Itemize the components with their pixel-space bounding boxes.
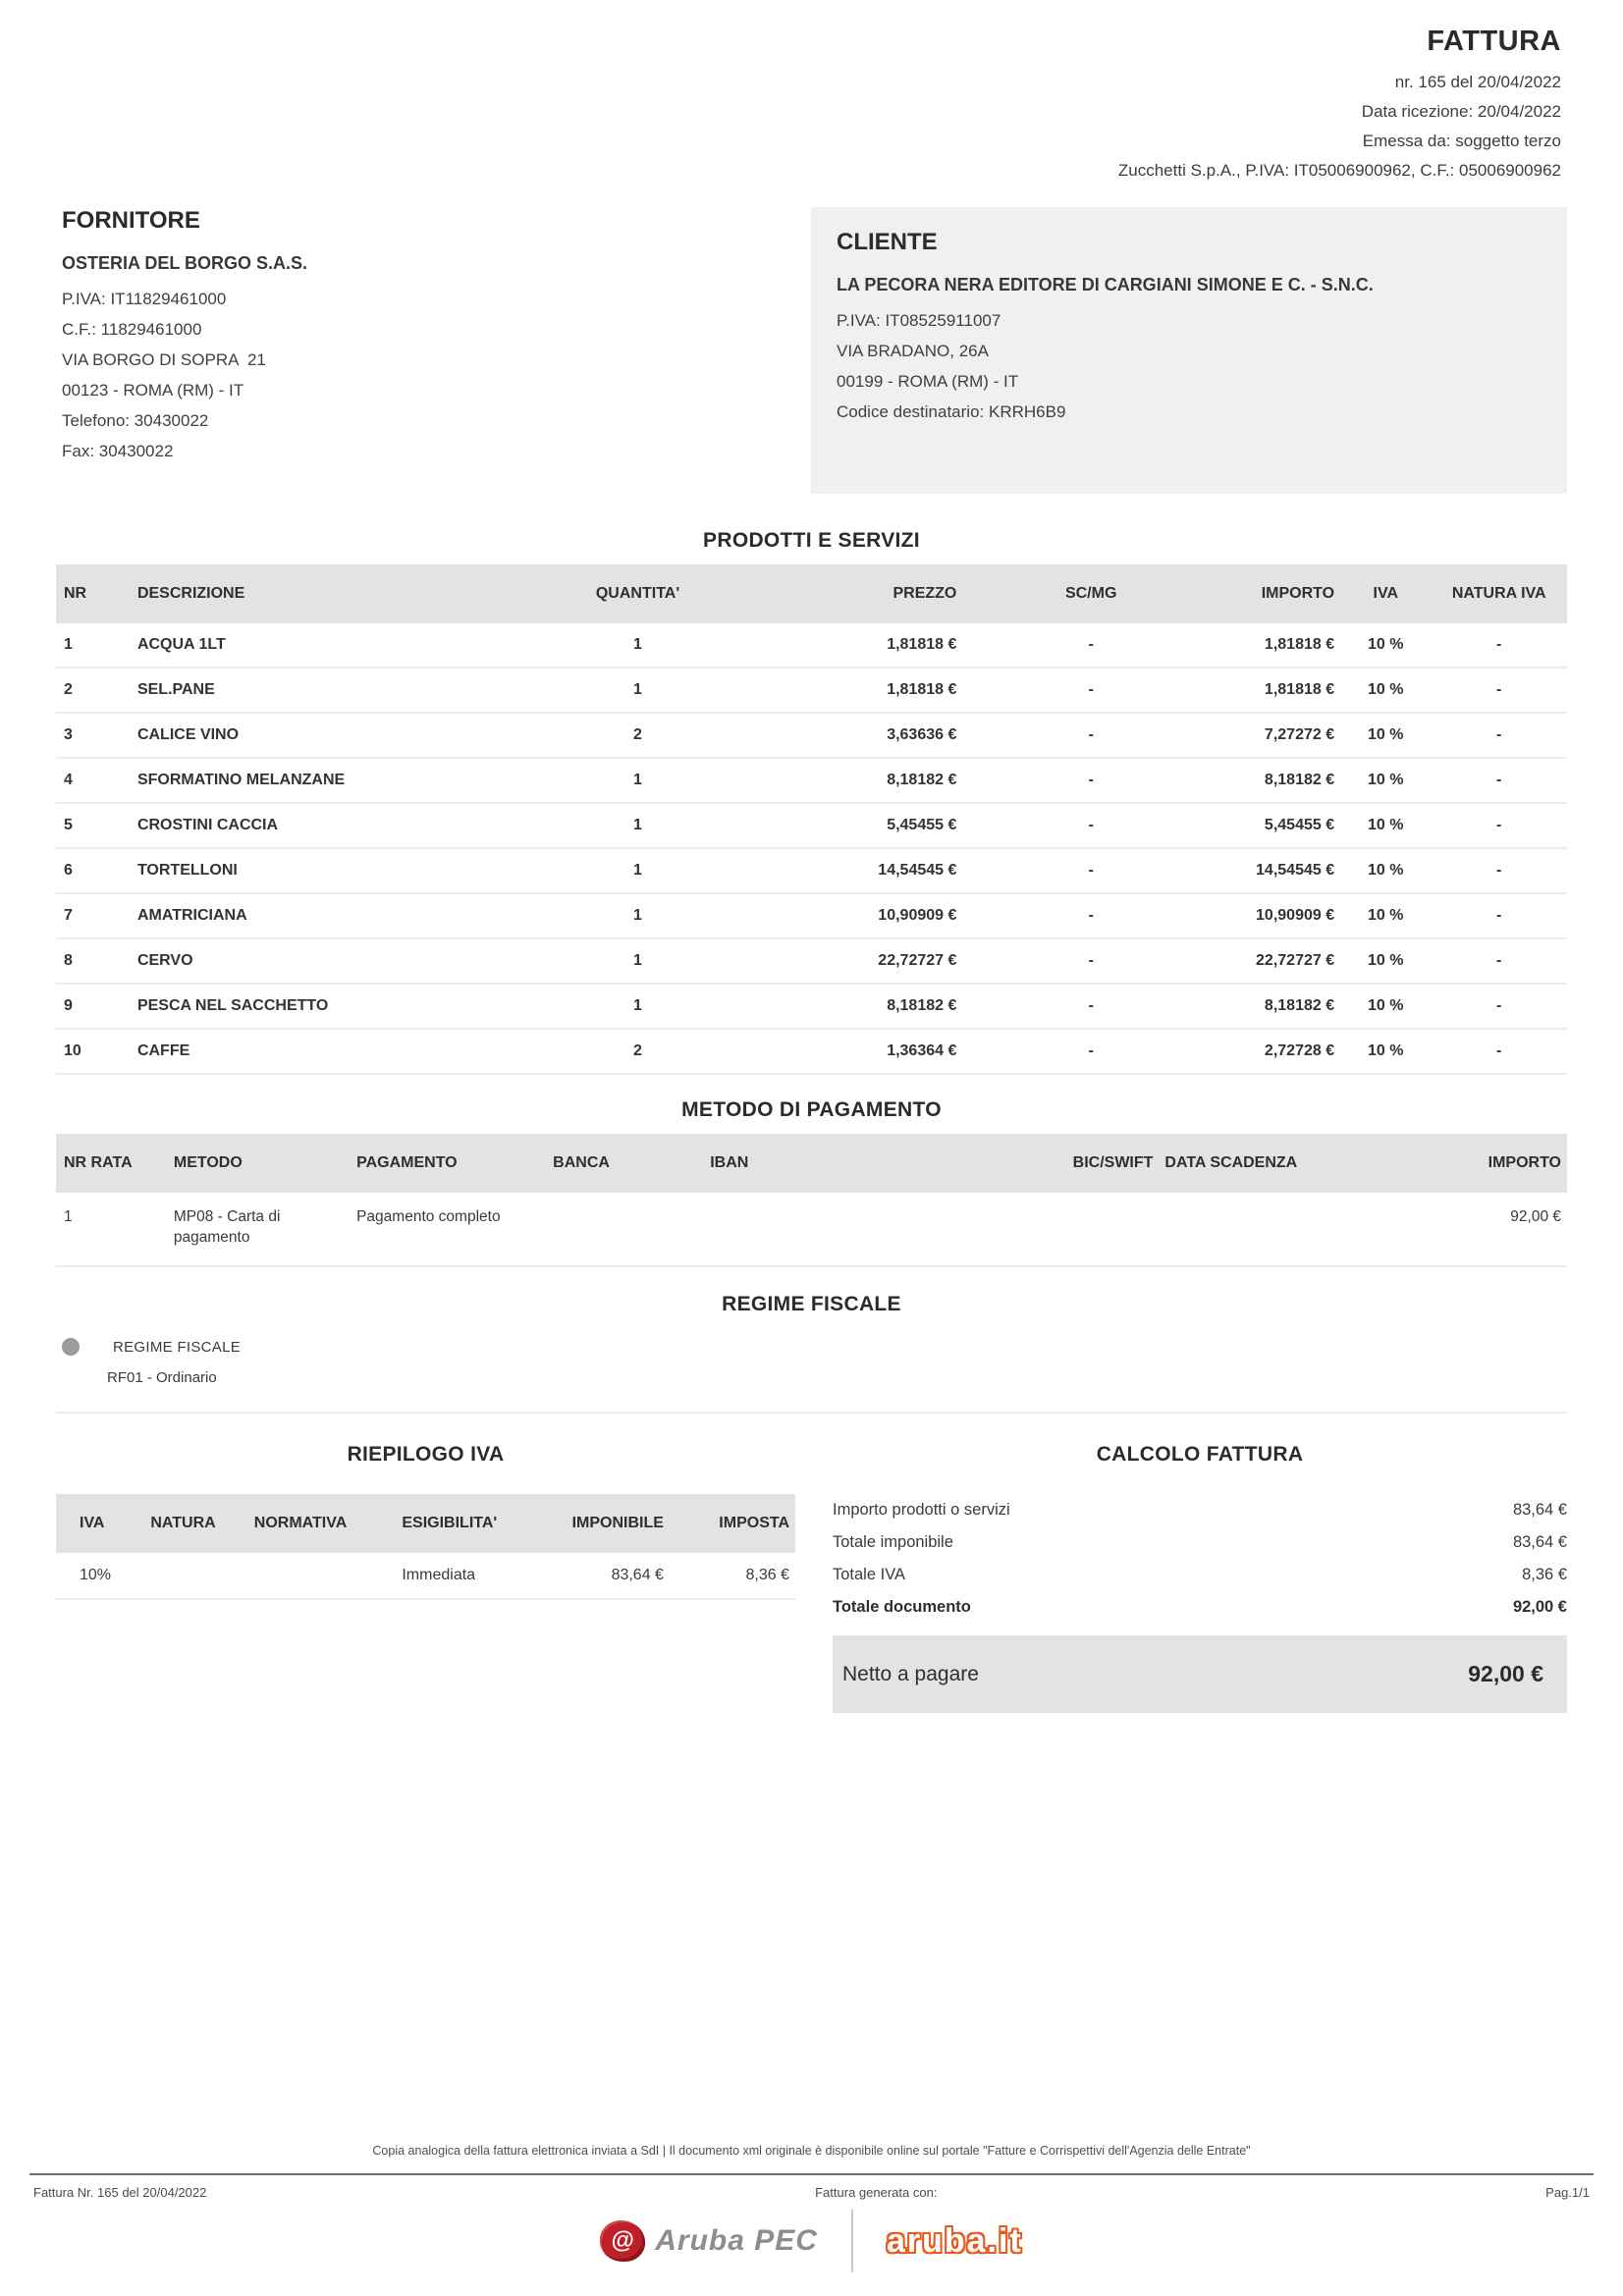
table-row xyxy=(56,984,1567,1029)
table-cell: - xyxy=(1431,938,1567,984)
column-header: IMPORTO xyxy=(1488,1154,1561,1171)
table-cell: 1 xyxy=(539,667,735,713)
table-cell: - xyxy=(1431,848,1567,893)
table-cell: 1 xyxy=(539,893,735,938)
table-cell: 1 xyxy=(539,803,735,848)
table-cell: 10 % xyxy=(1340,803,1431,848)
table-cell: - xyxy=(962,758,1219,803)
supplier-name: OSTERIA DEL BORGO S.A.S. xyxy=(62,253,308,273)
table-cell: 10 % xyxy=(1340,1029,1431,1074)
issuer-line: Emessa da: soggetto terzo xyxy=(1362,132,1561,150)
table-cell: 10 xyxy=(56,1029,132,1074)
table-cell: 5,45455 € xyxy=(1219,803,1340,848)
footer-disclaimer: Copia analogica della fattura elettronica inviata a SdI | Il documento xml originale è disponibile online sul portale "Fatture e Corrispettivi dell'Agenzia delle Entrate" xyxy=(372,2144,1251,2158)
table-cell: 8,18182 € xyxy=(1219,758,1340,803)
table-cell: TORTELLONI xyxy=(132,848,540,893)
table-cell: 1 xyxy=(539,848,735,893)
table-cell: 2 xyxy=(56,667,132,713)
invoice-calc-rows xyxy=(833,1494,1567,1624)
footer-invoice-ref: Fattura Nr. 165 del 20/04/2022 xyxy=(33,2185,207,2200)
products-section xyxy=(56,529,1567,1075)
net-to-pay-box xyxy=(833,1635,1567,1713)
table-row xyxy=(56,893,1567,938)
table-cell: - xyxy=(1431,623,1567,667)
supplier-address: VIA BORGO DI SOPRA 21 xyxy=(62,350,266,369)
table-cell: 10 % xyxy=(1340,848,1431,893)
invoice-number-line: nr. 165 del 20/04/2022 xyxy=(1394,73,1561,91)
table-row xyxy=(56,1029,1567,1074)
table-cell: - xyxy=(962,893,1219,938)
customer-city: 00199 - ROMA (RM) - IT xyxy=(837,372,1019,391)
payment-table xyxy=(56,1134,1567,1267)
fiscal-regime-value: RF01 - Ordinario xyxy=(107,1369,217,1386)
table-cell: 3 xyxy=(56,713,132,758)
table-row xyxy=(56,938,1567,984)
table-cell: - xyxy=(962,803,1219,848)
customer-heading: CLIENTE xyxy=(837,229,938,255)
table-cell: 3,63636 € xyxy=(736,713,963,758)
column-header: IMPORTO xyxy=(1261,585,1335,602)
table-cell: 1 xyxy=(56,623,132,667)
column-header: ESIGIBILITA' xyxy=(402,1515,498,1531)
calc-value: 8,36 € xyxy=(1522,1566,1567,1583)
table-cell: - xyxy=(1431,803,1567,848)
table-cell: - xyxy=(1431,893,1567,938)
footer-page-number: Pag.1/1 xyxy=(1545,2185,1590,2200)
table-cell: CALICE VINO xyxy=(132,713,540,758)
table-cell: 2,72728 € xyxy=(1219,1029,1340,1074)
column-header: PAGAMENTO xyxy=(356,1154,458,1171)
table-cell: 5,45455 € xyxy=(736,803,963,848)
table-cell: 1 xyxy=(539,938,735,984)
column-header: IVA xyxy=(80,1515,105,1531)
totals-section xyxy=(56,1443,1567,1713)
column-header: DESCRIZIONE xyxy=(136,585,245,602)
table-cell: 1 xyxy=(539,758,735,803)
supplier-fiscal-code: C.F.: 11829461000 xyxy=(62,320,202,339)
column-header: METODO xyxy=(173,1154,243,1171)
calc-row-document-total xyxy=(833,1591,1567,1624)
table-cell: 83,64 € xyxy=(529,1553,670,1599)
column-header: NR RATA xyxy=(64,1154,133,1171)
table-cell: 92,00 € xyxy=(1371,1193,1567,1266)
table-cell xyxy=(962,1193,1159,1266)
table-cell xyxy=(144,1553,247,1599)
table-cell: SEL.PANE xyxy=(132,667,540,713)
net-to-pay-value: 92,00 € xyxy=(1468,1661,1543,1686)
supplier-fax: Fax: 30430022 xyxy=(62,442,174,460)
supplier-vat: P.IVA: IT11829461000 xyxy=(62,290,227,308)
table-cell xyxy=(248,1553,397,1599)
calc-label: Totale documento xyxy=(833,1598,971,1616)
table-cell: 7 xyxy=(56,893,132,938)
table-cell: 1,81818 € xyxy=(1219,623,1340,667)
table-row xyxy=(56,667,1567,713)
table-cell: 14,54545 € xyxy=(1219,848,1340,893)
supplier-block xyxy=(56,207,763,494)
products-table xyxy=(56,564,1567,1075)
table-cell: 1 xyxy=(56,1193,168,1266)
vat-summary-block xyxy=(56,1443,795,1713)
table-cell: 10 % xyxy=(1340,713,1431,758)
calc-label: Totale IVA xyxy=(833,1566,905,1583)
table-cell: - xyxy=(962,1029,1219,1074)
table-cell: 1 xyxy=(539,984,735,1029)
table-cell: 8,36 € xyxy=(670,1553,795,1599)
table-row xyxy=(56,848,1567,893)
calc-label: Importo prodotti o servizi xyxy=(833,1501,1010,1519)
fiscal-regime-label: REGIME FISCALE xyxy=(113,1338,242,1356)
table-cell: PESCA NEL SACCHETTO xyxy=(132,984,540,1029)
table-cell: 10 % xyxy=(1340,893,1431,938)
aruba-pec-logo xyxy=(600,2220,818,2262)
payment-section-title: METODO DI PAGAMENTO xyxy=(681,1098,942,1121)
table-row xyxy=(56,1553,795,1599)
aruba-it-logo: aruba.it xyxy=(886,2221,1023,2260)
table-cell: Immediata xyxy=(396,1553,529,1599)
aruba-pec-logo-text: Aruba PEC xyxy=(655,2224,818,2257)
supplier-phone: Telefono: 30430022 xyxy=(62,411,209,430)
table-cell: AMATRICIANA xyxy=(132,893,540,938)
table-cell: 7,27272 € xyxy=(1219,713,1340,758)
table-cell: 9 xyxy=(56,984,132,1029)
table-cell xyxy=(704,1193,962,1266)
logo-divider xyxy=(851,2210,853,2272)
table-cell: 6 xyxy=(56,848,132,893)
column-header: NATURA IVA xyxy=(1451,585,1546,602)
table-cell: CROSTINI CACCIA xyxy=(132,803,540,848)
invoice-calc-title: CALCOLO FATTURA xyxy=(1096,1443,1304,1466)
column-header: IMPOSTA xyxy=(719,1515,789,1531)
column-header: NR xyxy=(64,585,87,602)
table-cell: - xyxy=(962,667,1219,713)
table-cell: SFORMATINO MELANZANE xyxy=(132,758,540,803)
table-cell: 14,54545 € xyxy=(736,848,963,893)
parties-section xyxy=(56,207,1567,494)
table-cell: 1,36364 € xyxy=(736,1029,963,1074)
table-cell: - xyxy=(962,984,1219,1029)
customer-vat: P.IVA: IT08525911007 xyxy=(837,311,1001,330)
table-cell: 22,72727 € xyxy=(1219,938,1340,984)
calc-value: 92,00 € xyxy=(1512,1598,1567,1616)
table-cell: - xyxy=(962,938,1219,984)
table-cell: - xyxy=(962,713,1219,758)
footer-info-row xyxy=(0,2175,1623,2200)
calc-label: Totale imponibile xyxy=(833,1533,953,1551)
table-cell: 10 % xyxy=(1340,984,1431,1029)
table-cell: 1 xyxy=(539,623,735,667)
table-cell: 1,81818 € xyxy=(1219,667,1340,713)
table-row xyxy=(56,1193,1567,1266)
column-header: SC/MG xyxy=(1064,585,1117,602)
table-cell: 10 % xyxy=(1340,667,1431,713)
table-cell: - xyxy=(962,623,1219,667)
supplier-heading: FORNITORE xyxy=(62,207,200,234)
table-cell: 2 xyxy=(539,1029,735,1074)
table-cell: - xyxy=(1431,1029,1567,1074)
table-cell: 1,81818 € xyxy=(736,623,963,667)
table-cell: 10,90909 € xyxy=(1219,893,1340,938)
table-cell: CAFFE xyxy=(132,1029,540,1074)
wax-seal-at-icon: @ xyxy=(600,2220,645,2262)
fiscal-regime-title: REGIME FISCALE xyxy=(722,1293,901,1315)
table-cell: 8 xyxy=(56,938,132,984)
document-header xyxy=(56,26,1567,186)
vat-summary-table xyxy=(56,1494,795,1600)
column-header: NORMATIVA xyxy=(253,1515,348,1531)
net-to-pay-label: Netto a pagare xyxy=(842,1662,979,1685)
column-header: PREZZO xyxy=(893,585,957,602)
calc-value: 83,64 € xyxy=(1512,1501,1567,1519)
calc-row-taxable xyxy=(833,1526,1567,1559)
table-row xyxy=(56,758,1567,803)
fiscal-regime-row xyxy=(56,1338,1567,1356)
table-cell: 2 xyxy=(539,713,735,758)
table-cell: - xyxy=(962,848,1219,893)
table-cell: 10,90909 € xyxy=(736,893,963,938)
table-cell: 10 % xyxy=(1340,758,1431,803)
table-cell xyxy=(1159,1193,1370,1266)
reception-date-line: Data ricezione: 20/04/2022 xyxy=(1361,102,1561,121)
table-row xyxy=(56,803,1567,848)
table-cell: 8,18182 € xyxy=(736,758,963,803)
page-footer xyxy=(0,2144,1623,2272)
calc-value: 83,64 € xyxy=(1512,1533,1567,1551)
column-header: IVA xyxy=(1373,585,1399,602)
customer-name: LA PECORA NERA EDITORE DI CARGIANI SIMONE E C. - S.N.C. xyxy=(837,275,1374,294)
footer-generated-with: Fattura generata con: xyxy=(815,2185,938,2200)
table-cell: CERVO xyxy=(132,938,540,984)
table-cell: 10 % xyxy=(1340,938,1431,984)
table-row xyxy=(56,713,1567,758)
calc-row-vat xyxy=(833,1559,1567,1591)
fiscal-regime-section xyxy=(56,1293,1567,1414)
table-cell: MP08 - Carta di pagamento xyxy=(168,1193,351,1266)
table-cell: 5 xyxy=(56,803,132,848)
table-cell: 8,18182 € xyxy=(1219,984,1340,1029)
table-cell: 4 xyxy=(56,758,132,803)
column-header: NATURA xyxy=(150,1515,216,1531)
intermediary-line: Zucchetti S.p.A., P.IVA: IT05006900962, C.F.: 05006900962 xyxy=(1117,161,1561,180)
table-cell: ACQUA 1LT xyxy=(132,623,540,667)
bullet-icon xyxy=(62,1338,80,1356)
table-cell: - xyxy=(1431,758,1567,803)
table-cell: - xyxy=(1431,984,1567,1029)
table-cell: 8,18182 € xyxy=(736,984,963,1029)
vat-summary-title: RIEPILOGO IVA xyxy=(347,1443,505,1466)
column-header: QUANTITA' xyxy=(595,585,680,602)
table-cell: 10 % xyxy=(1340,623,1431,667)
table-cell: 10% xyxy=(56,1553,144,1599)
table-row xyxy=(56,623,1567,667)
document-title: FATTURA xyxy=(1427,26,1561,57)
table-cell xyxy=(547,1193,704,1266)
table-cell: 22,72727 € xyxy=(736,938,963,984)
calc-row-products xyxy=(833,1494,1567,1526)
payment-section xyxy=(56,1098,1567,1267)
column-header: IBAN xyxy=(710,1154,749,1171)
table-cell: - xyxy=(1431,667,1567,713)
footer-logos xyxy=(0,2210,1623,2272)
column-header: BIC/SWIFT xyxy=(1072,1154,1154,1171)
table-cell: - xyxy=(1431,713,1567,758)
customer-address: VIA BRADANO, 26A xyxy=(837,342,989,360)
table-cell: 1,81818 € xyxy=(736,667,963,713)
products-section-title: PRODOTTI E SERVIZI xyxy=(703,529,920,552)
customer-block xyxy=(811,207,1567,494)
customer-recipient-code: Codice destinatario: KRRH6B9 xyxy=(837,402,1066,421)
supplier-city: 00123 - ROMA (RM) - IT xyxy=(62,381,244,400)
table-cell: Pagamento completo xyxy=(351,1193,547,1266)
column-header: BANCA xyxy=(553,1154,610,1171)
invoice-calc-block xyxy=(833,1443,1567,1713)
column-header: IMPONIBILE xyxy=(571,1515,664,1531)
column-header: DATA SCADENZA xyxy=(1164,1154,1298,1171)
